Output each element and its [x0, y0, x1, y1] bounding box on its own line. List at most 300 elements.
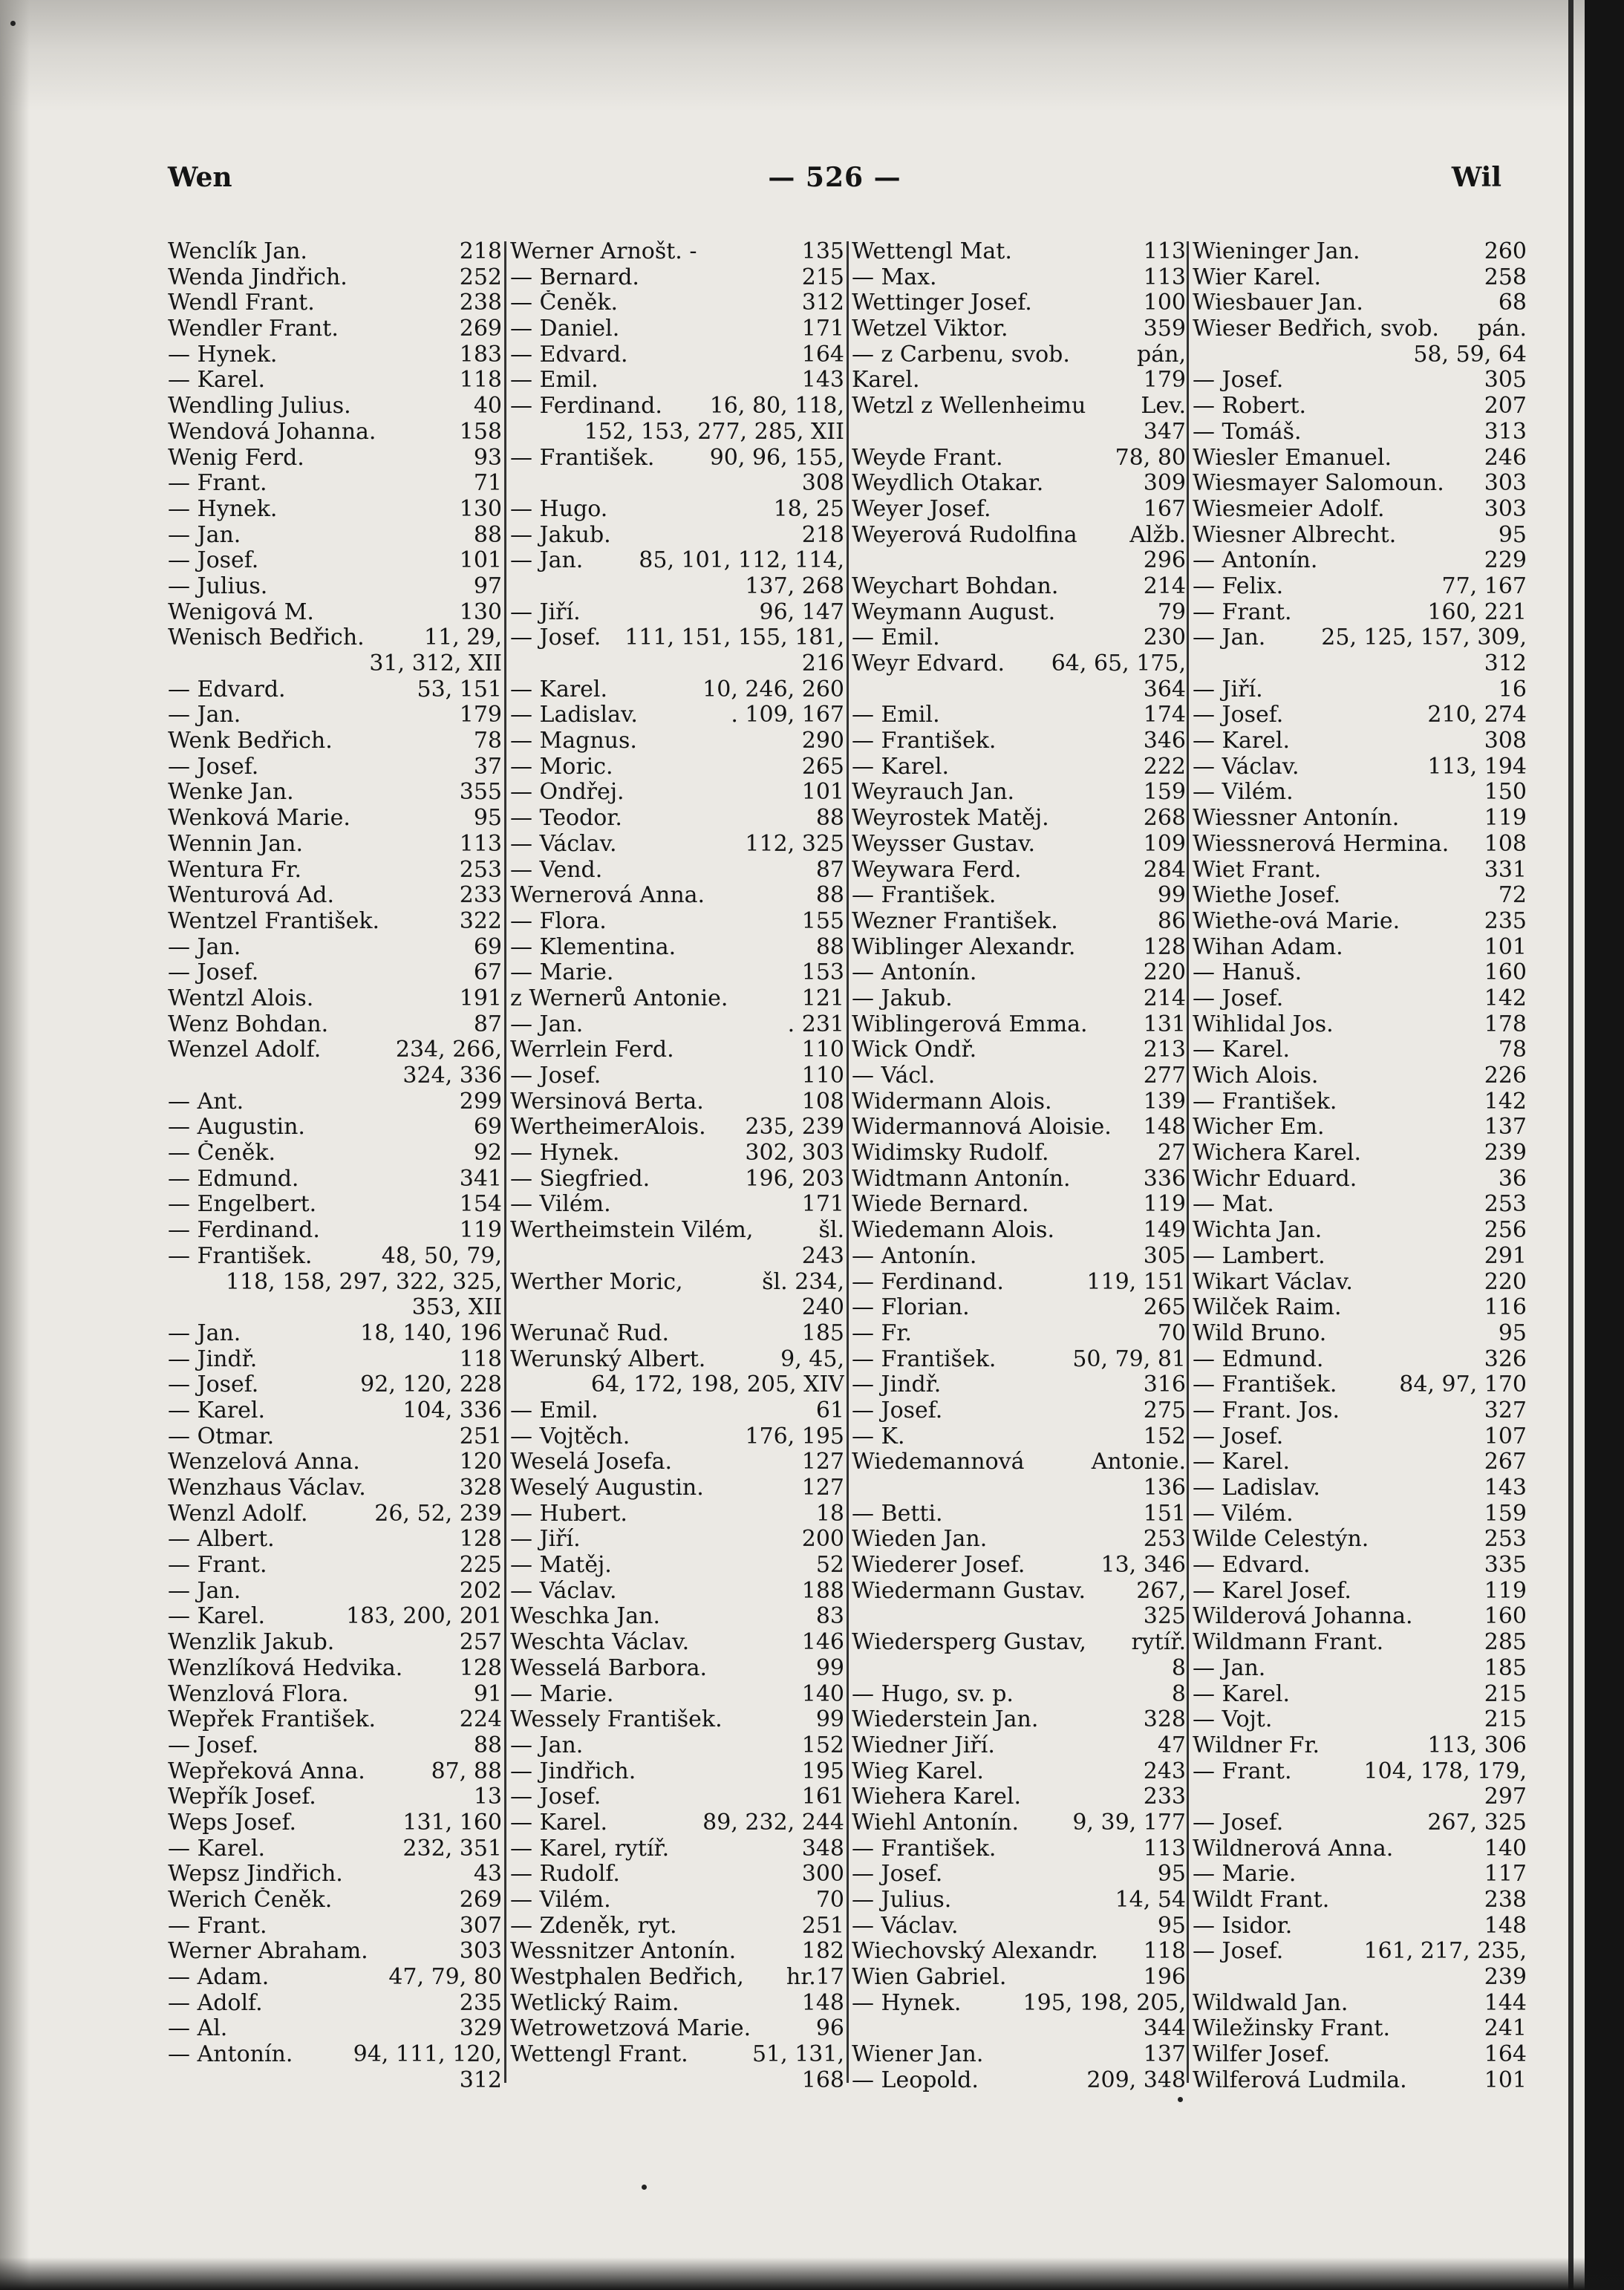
- entry-name: — Vilém.: [510, 1192, 611, 1218]
- entry-name: — Frant. Jos.: [1193, 1397, 1340, 1423]
- entry-pages: 213: [1143, 1037, 1186, 1063]
- entry-pages: 268: [1143, 806, 1186, 832]
- entry-name: Widtmann Antonín.: [852, 1166, 1071, 1192]
- entry-pages: 267, 325: [1427, 1810, 1527, 1836]
- entry-pages: 161: [801, 1784, 844, 1810]
- entry-pages: 51, 131,: [751, 2042, 844, 2068]
- index-entry: [168, 986, 502, 1012]
- entry-pages: 131, 160: [402, 1810, 502, 1836]
- index-entry: [510, 806, 844, 832]
- entry-pages: 119: [1484, 1578, 1527, 1604]
- entry-pages: 113, 306: [1427, 1732, 1527, 1758]
- entry-name: — Al.: [168, 2016, 228, 2042]
- entry-pages: 246: [1484, 445, 1527, 471]
- entry-name: Wieser Bedřich, svob.: [1193, 316, 1439, 342]
- index-entry: [168, 1321, 502, 1347]
- index-entry: [168, 290, 502, 316]
- index-entry: [852, 1914, 1186, 1940]
- index-entry: [510, 316, 844, 342]
- entry-name: — Daniel.: [510, 316, 620, 342]
- index-entry: [1193, 780, 1527, 806]
- entry-name: Weywara Ferd.: [852, 857, 1022, 883]
- entry-name: — Josef.: [852, 1397, 943, 1423]
- entry-pages: 143: [1484, 1475, 1527, 1501]
- index-entry: [510, 780, 844, 806]
- entry-pages: 150: [1484, 780, 1527, 806]
- entry-name: — Leopold.: [852, 2067, 979, 2093]
- index-entry: [168, 1939, 502, 1965]
- entry-pages: Antonie.: [1091, 1449, 1186, 1475]
- entry-pages: hr.17: [786, 1965, 844, 1991]
- entry-pages: 95: [1157, 1913, 1186, 1939]
- entry-name: — Hubert.: [510, 1501, 627, 1527]
- entry-name: Werunač Rud.: [510, 1320, 669, 1346]
- index-entry: [510, 1270, 844, 1296]
- index-entry: [168, 1398, 502, 1424]
- entry-name: — František.: [168, 1243, 313, 1269]
- entry-name: — Jan.: [510, 1011, 584, 1037]
- index-entry: [510, 1784, 844, 1810]
- entry-pages: 253: [1484, 1527, 1527, 1553]
- entry-name: — Emil.: [510, 368, 599, 394]
- index-entry: [852, 1939, 1186, 1965]
- index-entry: [852, 368, 1186, 394]
- entry-pages: 140: [1484, 1836, 1527, 1862]
- entry-name: — Karel.: [1193, 728, 1291, 754]
- index-entry: [1193, 1037, 1527, 1063]
- index-entry: [510, 1836, 844, 1862]
- entry-name: — František.: [852, 728, 997, 754]
- entry-pages: 92, 120, 228: [360, 1372, 502, 1398]
- entry-pages: 233: [459, 883, 502, 909]
- entry-pages: 160: [1484, 960, 1527, 986]
- index-entry: [510, 1449, 844, 1475]
- entry-name: Wiethe-ová Marie.: [1193, 908, 1400, 934]
- entry-pages: 267,: [1136, 1578, 1186, 1604]
- entry-pages: 47, 79, 80: [388, 1965, 502, 1991]
- entry-name: Wernerová Anna.: [510, 883, 705, 909]
- index-entry: [168, 574, 502, 600]
- entry-name: Wezner František.: [852, 908, 1058, 934]
- entry-name: Wetlický Raim.: [510, 1990, 679, 2016]
- scan-edge-bottom: [0, 2257, 1624, 2290]
- entry-name: — Frant.: [168, 1913, 267, 1939]
- index-entry: [852, 1244, 1186, 1270]
- index-entry: [1193, 1295, 1527, 1321]
- entry-pages: 285: [1484, 1630, 1527, 1656]
- entry-pages: 9, 45,: [780, 1346, 844, 1372]
- entry-name: — Hanuš.: [1193, 960, 1302, 986]
- entry-pages: 40: [473, 394, 502, 420]
- index-entry: [1193, 1939, 1527, 1965]
- entry-name: — Vilém.: [1193, 780, 1294, 806]
- index-entry: [168, 1862, 502, 1888]
- entry-name: Wilderová Johanna.: [1193, 1604, 1413, 1630]
- entry-name: Wiblinger Alexandr.: [852, 934, 1076, 960]
- entry-pages: 99: [815, 1655, 844, 1681]
- index-entry: [1193, 471, 1527, 497]
- entry-pages: 359: [1143, 316, 1186, 342]
- index-entry: [852, 1579, 1186, 1605]
- entry-pages: . 231: [787, 1011, 844, 1037]
- entry-name: — Ondřej.: [510, 780, 625, 806]
- entry-pages: 61: [815, 1397, 844, 1423]
- index-entry: [1193, 290, 1527, 316]
- index-entry: [852, 728, 1186, 754]
- entry-pages: 27: [1157, 1141, 1186, 1167]
- entry-name: — Otmar.: [168, 1423, 275, 1449]
- entry-pages: 119: [1143, 1192, 1186, 1218]
- entry-name: Weschka Jan.: [510, 1604, 661, 1630]
- entry-name: Wiedersperg Gustav,: [852, 1630, 1086, 1656]
- entry-pages: šl.: [818, 1218, 844, 1244]
- entry-pages: 191: [459, 985, 502, 1011]
- index-entry: [1193, 1372, 1527, 1398]
- index-entry: [168, 1167, 502, 1193]
- entry-name: Wenková Marie.: [168, 806, 350, 832]
- entry-pages: 305: [1484, 368, 1527, 394]
- entry-pages: 88: [473, 1732, 502, 1758]
- entry-name: — Jindř.: [168, 1346, 258, 1372]
- index-entry: [852, 1553, 1186, 1579]
- index-entry-continuation: 168: [801, 2067, 844, 2093]
- index-entry: [852, 858, 1186, 884]
- entry-name: Wenzlik Jakub.: [168, 1630, 335, 1656]
- index-entry: [510, 1810, 844, 1836]
- entry-name: — Edmund.: [168, 1166, 299, 1192]
- index-entry: [168, 446, 502, 472]
- entry-name: — z Carbenu, svob.: [852, 342, 1070, 368]
- entry-name: — Václav.: [510, 1578, 617, 1604]
- index-entry: [168, 1192, 502, 1218]
- entry-pages: 183, 200, 201: [346, 1604, 502, 1630]
- index-entry: [168, 1682, 502, 1708]
- index-entry: [168, 935, 502, 961]
- entry-name: — Jan.: [168, 1578, 241, 1604]
- index-entry: [852, 265, 1186, 291]
- entry-pages: 140: [801, 1681, 844, 1707]
- index-entry: [168, 1707, 502, 1733]
- entry-name: — Josef.: [1193, 1810, 1284, 1836]
- entry-name: — Karel.: [168, 1604, 266, 1630]
- entry-pages: 153: [801, 960, 844, 986]
- index-entry: [510, 1012, 844, 1038]
- index-entry: [852, 600, 1186, 626]
- index-entry: [168, 1759, 502, 1785]
- index-entry: [1193, 265, 1527, 291]
- entry-name: — Jindřich.: [510, 1758, 636, 1784]
- index-entry: [1193, 368, 1527, 394]
- entry-name: Wepřík Josef.: [168, 1784, 316, 1810]
- entry-name: — Karel.: [1193, 1449, 1291, 1475]
- index-entry: [852, 1707, 1186, 1733]
- index-entry: [852, 1012, 1186, 1038]
- entry-pages: 47: [1157, 1732, 1186, 1758]
- entry-pages: 235: [459, 1990, 502, 2016]
- entry-pages: 148: [1143, 1115, 1186, 1141]
- entry-pages: 328: [459, 1475, 502, 1501]
- entry-pages: 130: [459, 599, 502, 625]
- entry-name: Weychart Bohdan.: [852, 573, 1059, 599]
- entry-name: — Hynek.: [852, 1990, 962, 2016]
- index-column-3: [852, 239, 1186, 2094]
- entry-pages: 85, 101, 112, 114,: [639, 548, 844, 574]
- index-entry: [1193, 832, 1527, 858]
- index-entry: [1193, 1347, 1527, 1373]
- entry-name: — Jan.: [168, 934, 241, 960]
- index-entry: [1193, 316, 1527, 342]
- entry-name: Wepřek František.: [168, 1707, 376, 1733]
- entry-pages: 130: [459, 496, 502, 522]
- entry-name: — Josef.: [168, 548, 259, 574]
- index-entry: [852, 883, 1186, 909]
- index-entry: [510, 265, 844, 291]
- entry-pages: 101: [459, 548, 502, 574]
- entry-pages: 48, 50, 79,: [381, 1243, 502, 1269]
- column-rule: [847, 241, 849, 2083]
- index-entry: [510, 600, 844, 626]
- index-entry: [852, 1682, 1186, 1708]
- index-entry: [168, 1501, 502, 1527]
- entry-name: Wenzl Adolf.: [168, 1501, 308, 1527]
- entry-name: Wiechovský Alexandr.: [852, 1939, 1098, 1965]
- entry-name: Weyr Edvard.: [852, 651, 1005, 676]
- index-entry: [852, 1347, 1186, 1373]
- entry-name: — Karel Josef.: [1193, 1578, 1351, 1604]
- index-entry: [510, 1707, 844, 1733]
- entry-name: Werther Moric,: [510, 1269, 683, 1295]
- index-entry: [510, 625, 844, 651]
- entry-name: Werner Arnošt. -: [510, 239, 697, 264]
- entry-name: — Jakub.: [852, 985, 953, 1011]
- index-entry: [1193, 2042, 1527, 2068]
- index-entry: [168, 832, 502, 858]
- entry-pages: 275: [1143, 1397, 1186, 1423]
- entry-name: Wildt Frant.: [1193, 1888, 1330, 1913]
- entry-name: Wilček Raim.: [1193, 1295, 1342, 1321]
- entry-pages: 151: [1143, 1501, 1186, 1527]
- entry-name: — Karel.: [168, 1397, 266, 1423]
- entry-pages: 26, 52, 239: [374, 1501, 502, 1527]
- index-entry: [510, 1398, 844, 1424]
- index-entry: [168, 548, 502, 574]
- entry-pages: 128: [459, 1527, 502, 1553]
- index-entry-continuation: 239: [1484, 1965, 1527, 1991]
- entry-pages: 16: [1498, 676, 1527, 702]
- entry-pages: 13: [473, 1784, 502, 1810]
- entry-name: Wentzel František.: [168, 908, 380, 934]
- entry-pages: 87, 88: [431, 1758, 502, 1784]
- entry-pages: 171: [801, 316, 844, 342]
- entry-name: Wetzel Viktor.: [852, 316, 1008, 342]
- index-entry: [852, 1398, 1186, 1424]
- entry-pages: 328: [1143, 1707, 1186, 1733]
- index-entry: [168, 497, 502, 523]
- index-entry: [1193, 1553, 1527, 1579]
- index-entry: [852, 2068, 1186, 2094]
- index-entry: [510, 1862, 844, 1888]
- index-entry: [852, 342, 1186, 368]
- index-entry: [1193, 1192, 1527, 1218]
- entry-pages: 120: [459, 1449, 502, 1475]
- entry-pages: 348: [801, 1836, 844, 1862]
- entry-pages: 72: [1498, 883, 1527, 909]
- entry-pages: 87: [815, 857, 844, 883]
- entry-pages: 69: [473, 934, 502, 960]
- index-entry: [168, 368, 502, 394]
- index-entry: [1193, 625, 1527, 651]
- entry-pages: 113: [1143, 1836, 1186, 1862]
- entry-name: Wendová Johanna.: [168, 419, 376, 445]
- entry-name: — Adam.: [168, 1965, 270, 1991]
- entry-pages: 229: [1484, 548, 1527, 574]
- index-entry: [510, 1630, 844, 1656]
- entry-name: Wiesmayer Salomoun.: [1193, 471, 1444, 497]
- entry-name: — Karel.: [1193, 1681, 1291, 1707]
- entry-pages: 116: [1484, 1295, 1527, 1321]
- entry-pages: 232, 351: [402, 1836, 502, 1862]
- entry-pages: 253: [459, 857, 502, 883]
- ink-speck: [10, 21, 16, 26]
- entry-pages: Alžb.: [1129, 522, 1186, 548]
- entry-name: — Hugo, sv. p.: [852, 1681, 1014, 1707]
- entry-pages: 209, 348: [1086, 2067, 1186, 2093]
- entry-pages: 220: [1143, 960, 1186, 986]
- index-entry: [168, 883, 502, 909]
- index-entry: [510, 1089, 844, 1115]
- entry-pages: 36: [1498, 1166, 1527, 1192]
- entry-pages: 152: [1143, 1423, 1186, 1449]
- index-entry: [168, 1115, 502, 1141]
- index-entry: [510, 909, 844, 935]
- entry-pages: 118: [1143, 1939, 1186, 1965]
- index-entry: [168, 1372, 502, 1398]
- index-entry: [168, 471, 502, 497]
- entry-name: — Moric.: [510, 754, 613, 780]
- entry-pages: 159: [1484, 1501, 1527, 1527]
- entry-pages: 142: [1484, 1089, 1527, 1115]
- index-entry: [852, 1063, 1186, 1089]
- entry-name: Wiede Bernard.: [852, 1192, 1029, 1218]
- entry-name: Wildner Fr.: [1193, 1732, 1320, 1758]
- entry-name: — Edmund.: [1193, 1346, 1324, 1372]
- index-entry: [510, 342, 844, 368]
- entry-pages: 93: [473, 445, 502, 471]
- entry-name: Wieninger Jan.: [1193, 239, 1360, 264]
- index-entry: [510, 883, 844, 909]
- entry-pages: 113: [1143, 239, 1186, 264]
- entry-name: — Antonín.: [852, 1243, 977, 1269]
- entry-name: Wettinger Josef.: [852, 290, 1032, 316]
- index-entry: [510, 1475, 844, 1501]
- entry-name: — Emil.: [510, 1397, 599, 1423]
- index-entry: [168, 1218, 502, 1244]
- index-entry: [510, 1501, 844, 1527]
- entry-name: Weyer Josef.: [852, 496, 991, 522]
- entry-pages: 195, 198, 205,: [1023, 1990, 1186, 2016]
- entry-name: Wichera Karel.: [1193, 1141, 1362, 1167]
- entry-pages: 112, 325: [745, 831, 844, 857]
- index-entry: [852, 1991, 1186, 2017]
- entry-pages: 291: [1484, 1243, 1527, 1269]
- scan-shadow-left: [0, 0, 30, 2290]
- index-entry: [168, 394, 502, 420]
- entry-name: — Max.: [852, 264, 937, 290]
- entry-name: Westphalen Bedřich,: [510, 1965, 744, 1991]
- entry-name: Wiedner Jiří.: [852, 1732, 995, 1758]
- entry-pages: 303: [1484, 496, 1527, 522]
- entry-name: — Karel.: [168, 1836, 266, 1862]
- index-entry: [852, 1527, 1186, 1553]
- entry-name: Wersinová Berta.: [510, 1089, 704, 1115]
- entry-pages: 235: [1484, 908, 1527, 934]
- entry-pages: 171: [801, 1192, 844, 1218]
- entry-pages: 101: [1484, 2067, 1527, 2093]
- entry-pages: 269: [459, 1888, 502, 1913]
- entry-name: — Tomáš.: [1193, 419, 1302, 445]
- index-entry: [852, 239, 1186, 265]
- entry-name: — Magnus.: [510, 728, 637, 754]
- entry-name: Wepsz Jindřich.: [168, 1862, 343, 1888]
- entry-pages: 303: [1484, 471, 1527, 497]
- entry-name: — Emil.: [852, 702, 940, 728]
- index-entry: [168, 1089, 502, 1115]
- entry-name: — Engelbert.: [168, 1192, 317, 1218]
- index-entry-continuation: 8: [1171, 1655, 1186, 1681]
- entry-name: Wiethe Josef.: [1193, 883, 1341, 909]
- entry-pages: 87: [473, 1011, 502, 1037]
- entry-name: — Matěj.: [510, 1553, 612, 1579]
- entry-pages: 53, 151: [417, 676, 502, 702]
- entry-pages: 95: [473, 806, 502, 832]
- entry-pages: 52: [815, 1553, 844, 1579]
- entry-name: Wenturová Ad.: [168, 883, 335, 909]
- index-entry: [510, 858, 844, 884]
- entry-pages: 137: [1143, 2042, 1186, 2068]
- entry-name: — Ferdinand.: [852, 1269, 1004, 1295]
- entry-pages: 252: [459, 264, 502, 290]
- index-entry: [1193, 677, 1527, 703]
- entry-name: — Vojtěch.: [510, 1423, 630, 1449]
- index-entry: [168, 1991, 502, 2017]
- index-entry: [852, 1270, 1186, 1296]
- entry-pages: 99: [815, 1707, 844, 1733]
- entry-pages: 256: [1484, 1218, 1527, 1244]
- entry-name: Wenda Jindřich.: [168, 264, 348, 290]
- index-entry: [1193, 600, 1527, 626]
- entry-name: — Josef.: [510, 1063, 601, 1089]
- entry-name: — Václav.: [510, 831, 617, 857]
- index-entry-continuation: 243: [801, 1243, 844, 1269]
- entry-name: — Ferdinand.: [168, 1218, 320, 1244]
- index-entry: [510, 2042, 844, 2068]
- index-entry: [510, 1682, 844, 1708]
- entry-name: — Edvard.: [168, 676, 286, 702]
- entry-pages: 94, 111, 120,: [353, 2042, 502, 2068]
- entry-name: — Jakub.: [510, 522, 611, 548]
- entry-name: — Frant.: [168, 1553, 267, 1579]
- entry-pages: 128: [1143, 934, 1186, 960]
- entry-name: — Isidor.: [1193, 1913, 1293, 1939]
- entry-pages: 121: [801, 985, 844, 1011]
- index-entry: [510, 1424, 844, 1450]
- entry-name: Wiener Jan.: [852, 2042, 984, 2068]
- entry-pages: 95: [1157, 1862, 1186, 1888]
- entry-name: Wier Karel.: [1193, 264, 1322, 290]
- index-entry-continuation: 324, 336: [402, 1063, 502, 1089]
- index-entry: [168, 1449, 502, 1475]
- entry-pages: rytíř.: [1131, 1630, 1186, 1656]
